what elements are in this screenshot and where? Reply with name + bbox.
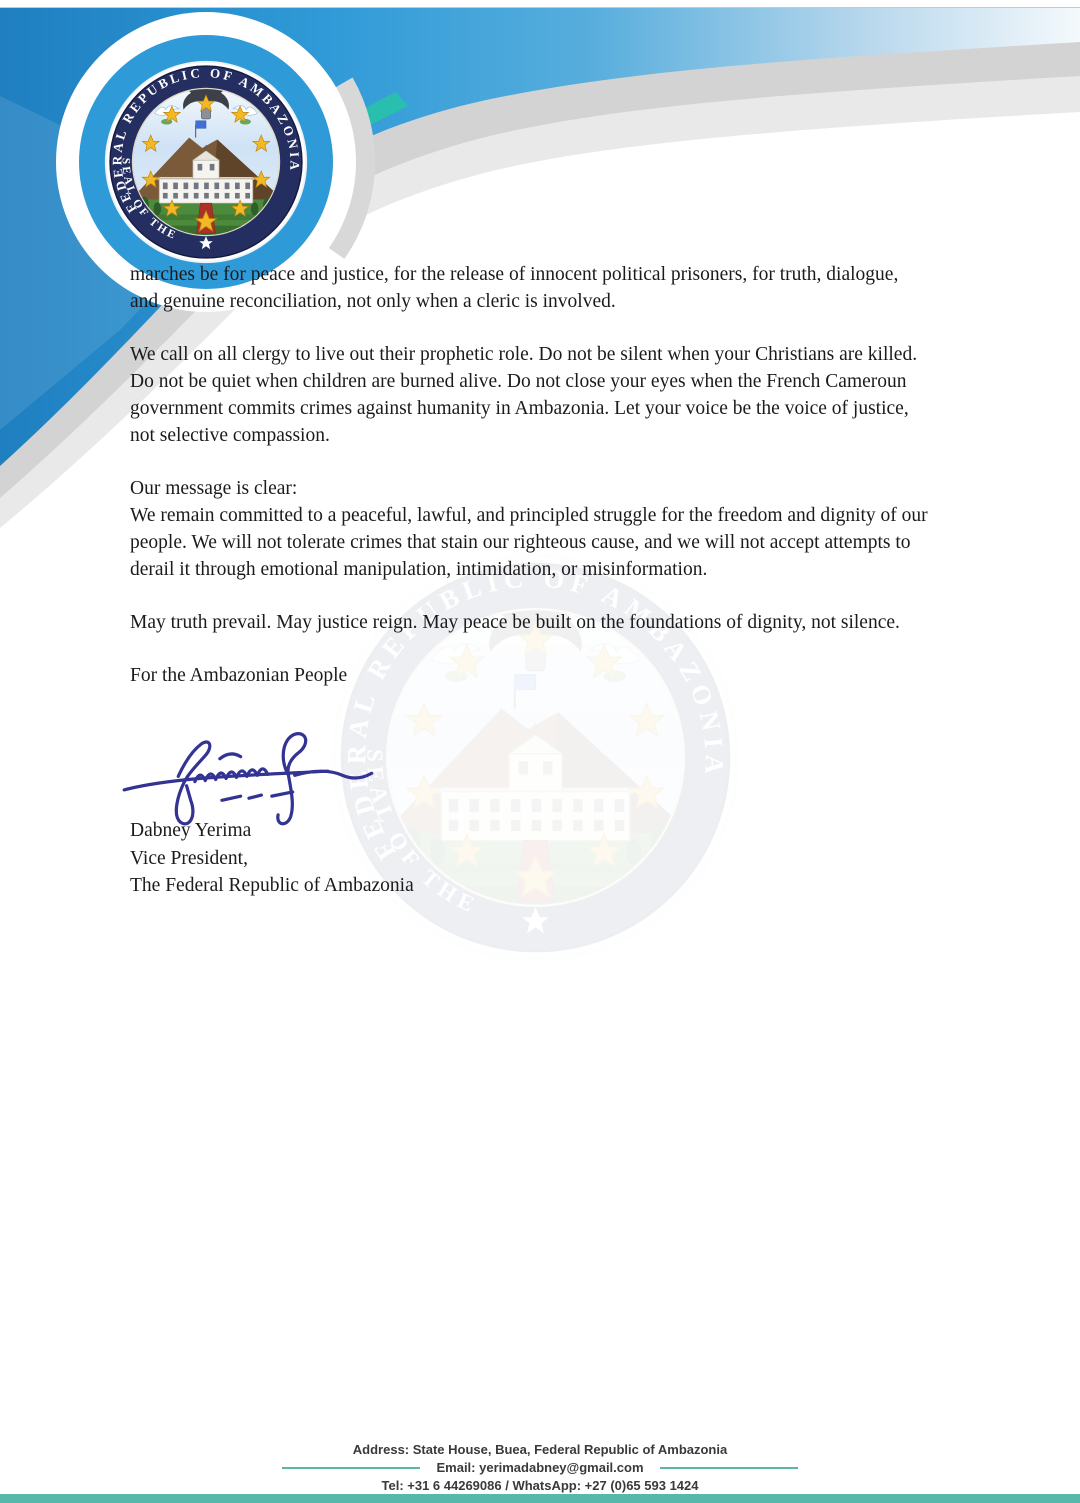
letter-paragraph: marches be for peace and justice, for the release of innocent political prisoners, for truth, dialogue, and genuine reconciliation, not only when a cleric is involved.	[130, 264, 899, 312]
signoff-title: Vice President,	[130, 847, 248, 869]
footer-bottom-bar	[0, 1494, 1080, 1503]
footer-divider-left	[282, 1467, 420, 1469]
letter-paragraph: Our message is clear: We remain committed to a peaceful, lawful, and principled struggle for the freedom and dignity of our people. We will not tolerate crimes that stain our righteous cause, and we will not accept attempts to derail it through emotional manipulation, intimidation, or misinformation.	[130, 478, 928, 580]
signoff-name: Dabney Yerima	[130, 820, 252, 841]
footer	[0, 1441, 1080, 1495]
letter-paragraph: May truth prevail. May justice reign. May peace be built on the foundations of dignity, not silence.	[130, 612, 900, 633]
footer-address: Address: State House, Buea, Federal Republic of Ambazonia	[352, 1442, 728, 1457]
letter-paragraph: We call on all clergy to live out their prophetic role. Do not be silent when your Christians are killed. Do not be quiet when children are burned alive. Do not close your eyes when the French Cameroun government commits crimes against humanity in Ambazonia. Let your voice be the voice of justice, not selective compassion.	[130, 344, 918, 446]
top-strip	[0, 0, 1080, 8]
letter-paragraph: For the Ambazonian People	[130, 665, 348, 686]
footer-tel: Tel: +31 6 44269086 / WhatsApp: +27 (0)65 593 1424	[381, 1478, 699, 1493]
signoff-organization: The Federal Republic of Ambazonia	[130, 875, 414, 896]
signature-ink	[124, 734, 372, 824]
signoff-block	[130, 817, 414, 900]
letter-body	[130, 261, 975, 715]
footer-divider-right	[660, 1467, 798, 1469]
ambazonia-seal	[105, 61, 307, 263]
footer-email: Email: yerimadabney@gmail.com	[436, 1460, 644, 1475]
